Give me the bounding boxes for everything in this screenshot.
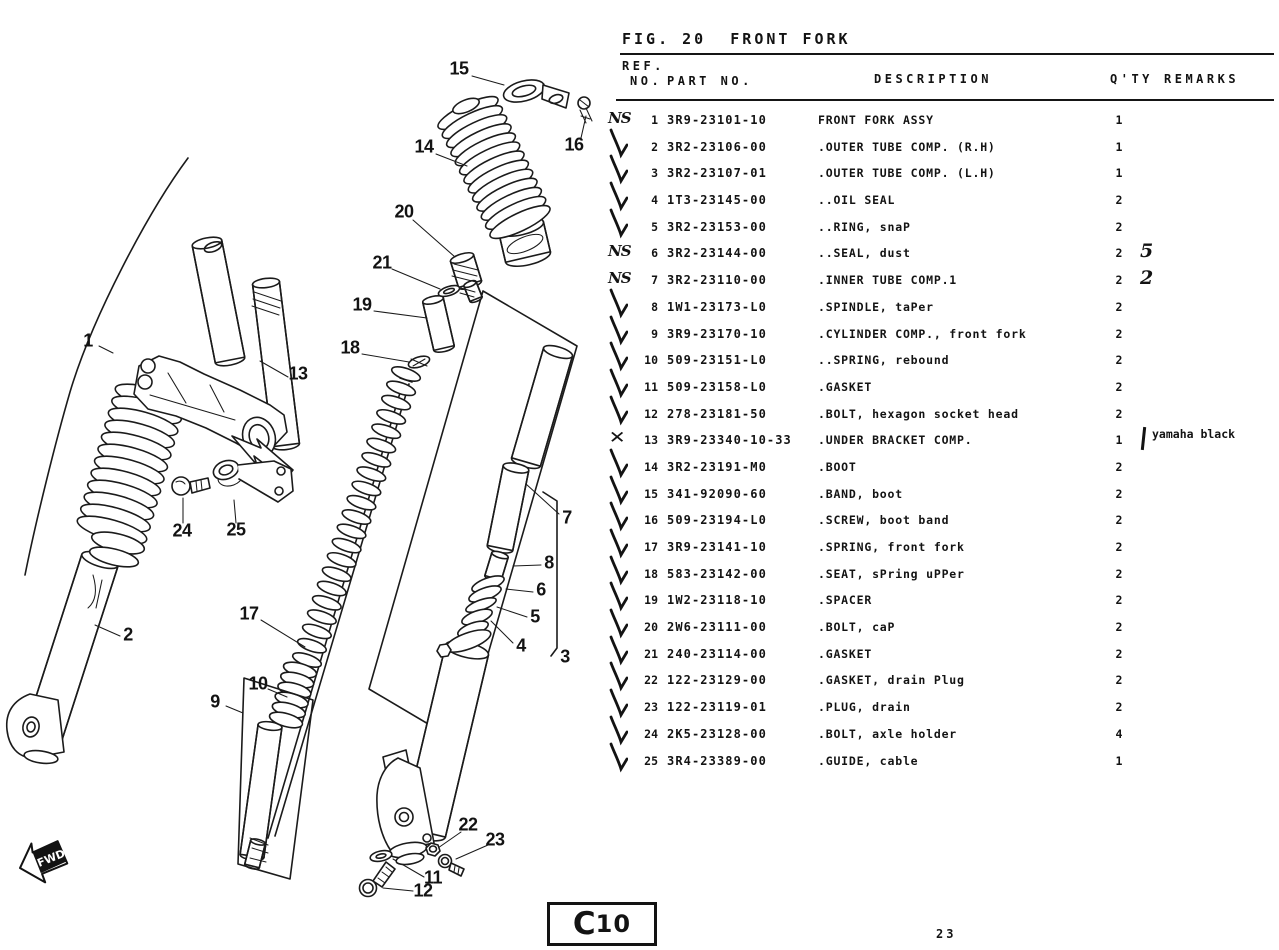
table-row — [612, 321, 1274, 348]
handwritten-row-mark: NS — [608, 269, 631, 288]
header-qty: Q'TY — [1110, 72, 1153, 86]
part-no: 3R4-23389-00 — [667, 753, 767, 768]
table-row — [612, 587, 1274, 614]
quantity: 1 — [1115, 139, 1123, 154]
callout-20: 20 — [394, 201, 414, 222]
table-row — [612, 214, 1274, 241]
description: FRONT FORK ASSY — [818, 113, 934, 127]
table-row — [608, 240, 1274, 267]
part-no: 583-23142-00 — [667, 566, 767, 581]
handwritten-stroke — [1141, 427, 1146, 450]
part-no: 240-23114-00 — [667, 646, 767, 661]
callout-9: 9 — [210, 691, 220, 712]
fwd-label: FWD — [35, 846, 67, 870]
callout-1: 1 — [83, 330, 93, 351]
callout-2: 2 — [123, 624, 133, 645]
remark-text: yamaha black — [1152, 427, 1236, 442]
table-row — [612, 721, 1274, 748]
part-no: 509-23194-L0 — [667, 513, 767, 528]
page-number: 23 — [936, 927, 957, 941]
handwritten-remark: 2 — [1140, 267, 1154, 290]
header-rule — [616, 99, 1274, 101]
header-ref-line1: REF. — [622, 59, 665, 73]
section-code-prefix: C — [572, 905, 596, 942]
part-no: 1W2-23118-10 — [667, 593, 767, 608]
description: .SPRING, front fork — [818, 540, 965, 554]
section-code-box — [547, 902, 657, 946]
ref-no: 23 — [644, 700, 658, 715]
description: .CYLINDER COMP., front fork — [818, 326, 1027, 341]
ref-no: 14 — [644, 459, 658, 474]
description: .GASKET — [818, 646, 873, 661]
description: .BOLT, caP — [818, 620, 896, 635]
table-row — [612, 454, 1274, 481]
ref-no: 5 — [651, 219, 658, 234]
ref-no: 16 — [644, 513, 658, 528]
ref-no: 20 — [644, 620, 658, 635]
header-description: DESCRIPTION — [874, 72, 992, 86]
ref-no: 11 — [644, 379, 658, 394]
callout-3: 3 — [560, 646, 570, 667]
table-header — [612, 55, 1274, 99]
description: .OUTER TUBE COMP. (L.H) — [818, 166, 996, 181]
ref-no: 22 — [644, 673, 658, 688]
ref-no: 19 — [644, 593, 658, 608]
part-no: 3R2-23191-M0 — [667, 459, 767, 474]
ref-no: 4 — [651, 193, 658, 208]
handwritten-row-mark: ✕ — [608, 428, 626, 449]
callout-16: 16 — [564, 134, 584, 155]
callout-22: 22 — [458, 814, 478, 835]
ref-no: 12 — [644, 406, 658, 421]
callout-6: 6 — [536, 579, 546, 600]
remarks — [1140, 267, 1153, 289]
table-row — [612, 374, 1274, 401]
exploded-diagram — [0, 0, 620, 950]
table-row — [612, 641, 1274, 668]
quantity: 2 — [1115, 273, 1123, 288]
table-row — [612, 667, 1274, 694]
table-row — [612, 347, 1274, 374]
quantity: 1 — [1115, 753, 1123, 768]
description: ..SEAL, dust — [818, 246, 911, 261]
table-row — [612, 748, 1274, 775]
header-part-no: PART NO. — [667, 74, 753, 88]
ref-no: 18 — [644, 566, 658, 581]
part-no: 1W1-23173-L0 — [667, 299, 767, 314]
description: .BOLT, hexagon socket head — [818, 406, 1019, 421]
description: ..SPRING, rebound — [818, 353, 950, 368]
table-row — [612, 694, 1274, 721]
table-row — [612, 481, 1274, 508]
quantity: 2 — [1115, 246, 1123, 261]
description: .GASKET — [818, 379, 873, 394]
table-row — [608, 107, 1274, 134]
ref-no: 7 — [651, 273, 658, 288]
quantity: 2 — [1115, 326, 1123, 341]
description: .GUIDE, cable — [818, 753, 919, 768]
callout-10: 10 — [248, 673, 268, 694]
table-row — [612, 401, 1274, 428]
callout-13: 13 — [288, 363, 308, 384]
front-fork-diagram-drawing — [0, 0, 620, 950]
ref-no: 2 — [651, 139, 658, 154]
description: ..OIL SEAL — [818, 193, 896, 208]
ref-no: 15 — [644, 486, 658, 501]
part-no: 278-23181-50 — [667, 406, 767, 421]
quantity: 1 — [1115, 166, 1123, 181]
callout-8: 8 — [544, 552, 554, 573]
description: .SCREW, boot band — [818, 513, 950, 528]
part-no: 509-23151-L0 — [667, 353, 767, 368]
quantity: 2 — [1115, 540, 1123, 554]
ref-no: 6 — [651, 246, 658, 261]
header-ref-line2: NO. — [630, 74, 663, 88]
callout-14: 14 — [414, 136, 434, 157]
part-no: 3R2-23144-00 — [667, 246, 767, 261]
table-row — [612, 507, 1274, 534]
parts-table — [608, 30, 1274, 774]
description: .GASKET, drain Plug — [818, 673, 965, 688]
quantity: 1 — [1115, 113, 1123, 127]
description: .INNER TUBE COMP.1 — [818, 273, 958, 288]
callout-25: 25 — [226, 519, 246, 540]
table-row — [608, 427, 1274, 454]
table-row — [612, 534, 1274, 561]
part-no: 122-23119-01 — [667, 700, 767, 715]
callout-18: 18 — [340, 337, 360, 358]
part-no: 3R9-23170-10 — [667, 326, 767, 341]
handwritten-remark: 5 — [1140, 240, 1154, 263]
quantity: 2 — [1115, 486, 1123, 501]
description: ..RING, snaP — [818, 219, 911, 234]
ref-no: 9 — [651, 326, 658, 341]
quantity: 2 — [1115, 513, 1123, 528]
remarks — [1140, 240, 1153, 262]
part-no: 3R2-23106-00 — [667, 139, 767, 154]
quantity: 2 — [1115, 646, 1123, 661]
description: .UNDER BRACKET COMP. — [818, 433, 973, 448]
quantity: 2 — [1115, 379, 1123, 394]
part-no: 3R9-23101-10 — [667, 113, 767, 127]
table-row — [612, 187, 1274, 214]
table-row — [608, 267, 1274, 294]
callout-24: 24 — [172, 520, 192, 541]
ref-no: 8 — [651, 299, 658, 314]
quantity: 2 — [1115, 299, 1123, 314]
table-row — [612, 561, 1274, 588]
ref-no: 24 — [644, 726, 658, 741]
quantity: 2 — [1115, 673, 1123, 688]
part-no: 509-23158-L0 — [667, 379, 767, 394]
description: .BOOT — [818, 459, 857, 474]
quantity: 2 — [1115, 566, 1123, 581]
header-remarks: REMARKS — [1164, 72, 1240, 86]
remarks — [1140, 427, 1235, 450]
part-no: 341-92090-60 — [667, 486, 767, 501]
callout-23: 23 — [485, 829, 505, 850]
quantity: 2 — [1115, 219, 1123, 234]
parts-rows — [608, 107, 1274, 774]
part-no: 3R9-23141-10 — [667, 540, 767, 554]
description: .PLUG, drain — [818, 700, 911, 715]
ref-no: 17 — [644, 540, 658, 554]
part-no: 3R2-23110-00 — [667, 273, 767, 288]
quantity: 1 — [1115, 433, 1123, 448]
handwritten-row-mark: NS — [608, 109, 631, 127]
callout-12: 12 — [413, 880, 433, 901]
quantity: 2 — [1115, 459, 1123, 474]
quantity: 2 — [1115, 193, 1123, 208]
callout-15: 15 — [449, 58, 469, 79]
ref-no: 13 — [644, 433, 658, 448]
table-row — [612, 134, 1274, 161]
part-no: 2W6-23111-00 — [667, 620, 767, 635]
handwritten-row-mark: NS — [608, 242, 631, 261]
part-no: 3R2-23107-01 — [667, 166, 767, 181]
ref-no: 10 — [644, 353, 658, 368]
description: .SPINDLE, taPer — [818, 299, 934, 314]
callout-4: 4 — [516, 635, 526, 656]
callout-17: 17 — [239, 603, 259, 624]
ref-no: 3 — [651, 166, 658, 181]
quantity: 2 — [1115, 353, 1123, 368]
quantity: 4 — [1115, 726, 1123, 741]
table-row — [612, 160, 1274, 187]
callout-7: 7 — [562, 507, 572, 528]
description: .OUTER TUBE COMP. (R.H) — [818, 139, 996, 154]
part-no: 3R2-23153-00 — [667, 219, 767, 234]
description: .SPACER — [818, 593, 873, 608]
description: .BOLT, axle holder — [818, 726, 958, 741]
quantity: 2 — [1115, 406, 1123, 421]
ref-no: 21 — [644, 646, 658, 661]
description: .SEAT, sPring uPPer — [818, 566, 965, 581]
ref-no: 25 — [644, 753, 658, 768]
table-row — [612, 294, 1274, 321]
figure-title: FIG. 20 FRONT FORK — [622, 30, 851, 48]
callout-5: 5 — [530, 606, 540, 627]
part-no: 1T3-23145-00 — [667, 193, 767, 208]
callout-21: 21 — [372, 252, 392, 273]
quantity: 2 — [1115, 593, 1123, 608]
callout-11: 11 — [423, 867, 443, 888]
part-no: 2K5-23128-00 — [667, 726, 767, 741]
part-no: 122-23129-00 — [667, 673, 767, 688]
ref-no: 1 — [651, 113, 658, 127]
description: .BAND, boot — [818, 486, 903, 501]
quantity: 2 — [1115, 700, 1123, 715]
diagram-generated-parts — [22, 91, 574, 871]
quantity: 2 — [1115, 620, 1123, 635]
table-row — [612, 614, 1274, 641]
callout-19: 19 — [352, 294, 372, 315]
part-no: 3R9-23340-10-33 — [667, 433, 792, 448]
section-code-number: 10 — [595, 910, 632, 938]
